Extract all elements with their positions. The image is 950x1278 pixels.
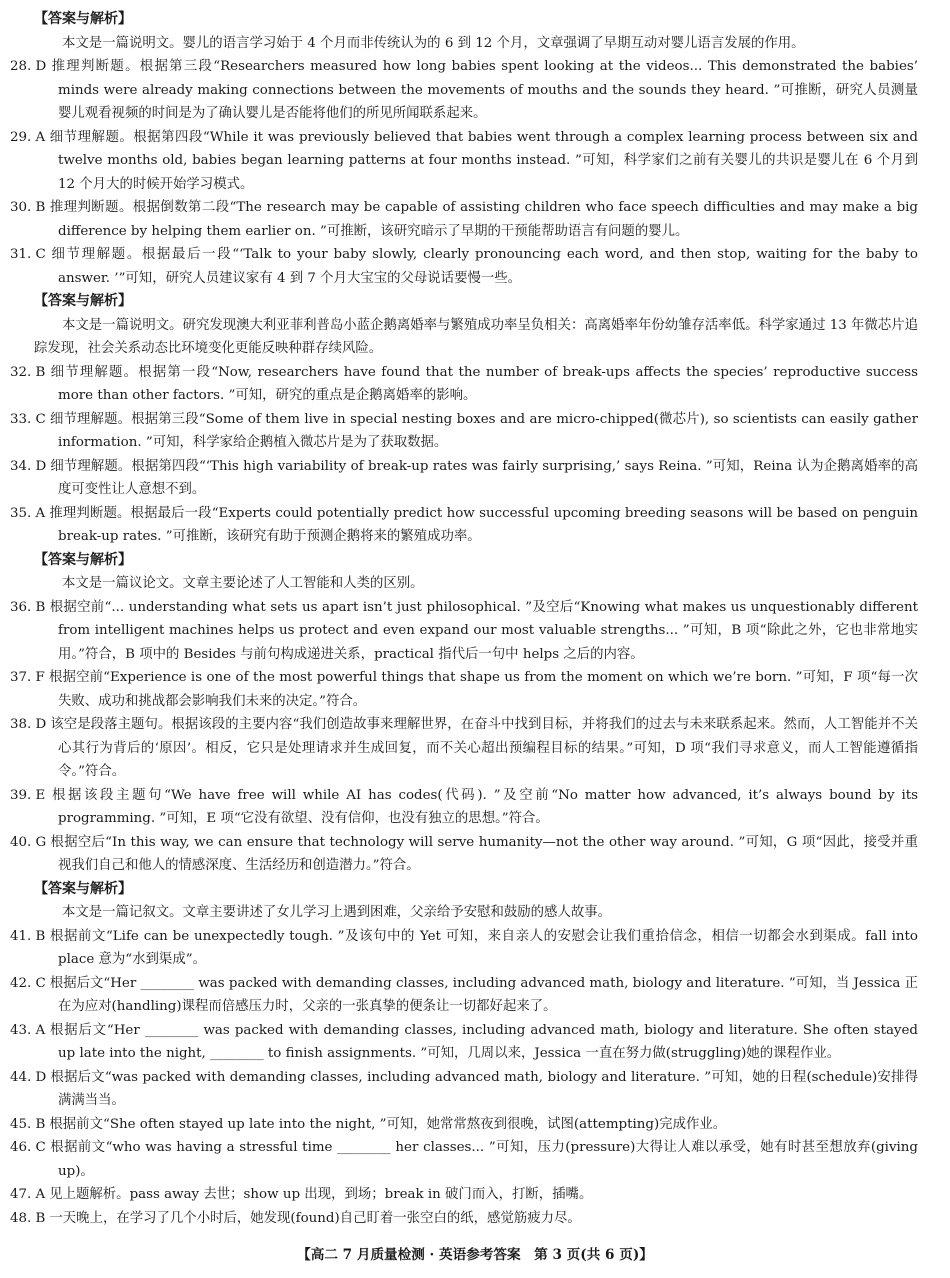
answer-item [10,596,918,667]
answer-number: 28. D [10,59,47,74]
answer-number: 34. D [10,458,47,474]
answer-explanation: 根据后文“Her ________ was packed with demanding classes, including advanced math, biology and literature. ”可知，当 Jessica 正在为应对(handling)课程而倍感压力时，父亲的一张真挚的便条让一切都好起来了。 [49,975,918,1014]
answer-number: 40. G [10,834,47,850]
answer-number: 48. B [10,1210,46,1226]
answer-explanation: 根据空后“In this way, we can ensure that technology will serve humanity—not the other way around. ”可知，G 项“因此，接受并重视我们自己和他人的情感深度、生活经历和创造潜力。”符合。 [50,834,918,873]
answer-item [10,925,918,972]
answer-item [10,1207,918,1231]
answer-explanation: 根据空前“Experience is one of the most powerful things that shape us from the moment on which we’re born. ”可知，F 项“每一次失败、成功和挑战都会影响我们未来的决定。”符合。 [48,670,918,709]
answer-item [10,1066,918,1113]
answer-number: 36. B [10,599,46,615]
answer-explanation: 根据前文“Life can be unexpectedly tough. ”及该句中的 Yet 可知，来自亲人的安慰会让我们重拾信念，相信一切都会水到渠成。fall into place 意为“水到渠成”。 [49,928,918,967]
section-intro: 本文是一篇说明文。婴儿的语言学习始于 4 个月而非传统认为的 6 到 12 个月，文章强调了早期互动对婴儿语言发展的作用。 [62,35,805,51]
answer-explanation: 细节理解题。根据第四段“While it was previously believed that babies went through a complex learning process between six and twelve months old, babies began learning patterns at four months instead. ”可知，科学家们之前有关婴儿的共识是婴儿在 6 个月到 12 个月大的时候开始学习模式。 [49,129,918,192]
section-header: 【答案与解析】 [34,11,132,27]
answer-explanation: 一天晚上，在学习了几个小时后，她发现(found)自己盯着一张空白的纸，感觉筋疲力尽。 [49,1210,581,1226]
answer-number: 29. A [10,129,46,145]
answer-number: 32. B [10,364,46,380]
answer-content [10,8,918,1230]
answer-item [10,455,918,502]
section-header: 【答案与解析】 [34,293,132,309]
answer-item [10,408,918,455]
answer-number: 38. D [10,717,47,732]
answer-number: 42. C [10,975,46,991]
answer-number: 45. B [10,1116,46,1132]
answer-item [10,972,918,1019]
answer-explanation: 细节理解题。根据最后一段“‘Talk to your baby slowly, clearly pronouncing each word, and then stop, waiting for the baby to answer. ’”可知，研究人员建议家有 4 到 7 个月大宝宝的父母说话要慢一些。 [49,247,918,286]
answer-explanation: 根据空前“... understanding what sets us apart isn’t just philosophical. ”及空后“Knowing what makes us unquestionably different from intelligent machines helps us protect and even expand our most valuable strengths... ”可知，B 项“除此之外，它也非常地实用。”符合，B 项中的 Besides 与前句构成递进关系，practical 指代后一句中 helps 之后的内容。 [49,599,918,662]
answer-number: 43. A [10,1022,46,1038]
answer-number: 44. D [10,1069,47,1085]
answer-number: 37. F [10,670,45,685]
answer-explanation: 细节理解题。根据第三段“Some of them live in special nesting boxes and are micro-chipped(微芯片), so scientists can easily gather information. ”可知，科学家给企鹅植入微芯片是为了获取数据。 [49,411,918,450]
answer-item [10,831,918,878]
answer-explanation: 推理判断题。根据倒数第二段“The research may be capable of assisting children who face speech difficulties and may make a big difference by helping them earlier on. ”可推断，该研究暗示了早期的干预能帮助语言有问题的婴儿。 [49,200,918,239]
answer-number: 46. C [10,1140,46,1155]
answer-item [10,1113,918,1137]
answer-number: 47. A [10,1187,46,1202]
answer-explanation: 根据前文“who was having a stressful time ________ her classes... ”可知，压力(pressure)大得让人难以承受，她有时甚至想放弃(giving up)。 [49,1140,918,1179]
answer-item [10,713,918,784]
answer-item [10,196,918,243]
answer-explanation: 见上题解析。pass away 去世；show up 出现，到场；break in 破门而入，打断，插嘴。 [49,1187,593,1202]
answer-item [10,666,918,713]
answer-explanation: 细节理解题。根据第一段“Now, researchers have found that the number of break-ups affects the species’ reproductive success more than other factors. ”可知，研究的重点是企鹅离婚率的影响。 [49,364,918,403]
answer-item [10,1019,918,1066]
answer-item [10,502,918,549]
answer-explanation: 推理判断题。根据第三段“Researchers measured how long babies spent looking at the videos... This demonstrated the babies’ minds were already making connections between the movements of mouths and the sounds they heard. ”可推断，研究人员测量婴儿观看视频的时间是为了确认婴儿是否能将他们的所见所闻联系起来。 [50,59,918,121]
answer-explanation: 根据该段主题句“We have free will while AI has codes(代码). ”及空前“No matter how advanced, it’s always bound by its programming. ”可知，E 项“它没有欲望、没有信仰，也没有独立的思想。”符合。 [49,787,918,826]
answer-explanation: 该空是段落主题句。根据该段的主要内容“我们创造故事来理解世界，在奋斗中找到目标，并将我们的过去与未来联系起来。然而，人工智能并不关心其行为背后的‘原因’。相反，它只是处理请求并生成回复，而不关心超出预编程目标的结果。”可知，D 项“我们寻求意义，而人工智能遵循指令。”符合。 [50,717,918,779]
answer-number: 33. C [10,411,46,427]
answer-number: 30. B [10,200,46,215]
section-intro: 本文是一篇记叙文。文章主要讲述了女儿学习上遇到困难，父亲给予安慰和鼓励的感人故事。 [62,905,612,920]
answer-explanation: 推理判断题。根据最后一段“Experts could potentially predict how successful upcoming breeding seasons will be based on penguin break-up rates. ”可推断，该研究有助于预测企鹅将来的繁殖成功率。 [49,505,918,544]
answer-item [10,1136,918,1183]
answer-item [10,1183,918,1207]
page-footer: 【高二 7 月质量检测 · 英语参考答案 第 3 页(共 6 页)】 [297,1247,653,1263]
answer-item [10,784,918,831]
section-intro: 本文是一篇说明文。研究发现澳大利亚菲利普岛小蓝企鹅离婚率与繁殖成功率呈负相关：高离婚率年份幼雏存活率低。科学家通过 13 年微芯片追踪发现，社会关系动态比环境变化更能反映种群存续风险。 [34,317,918,356]
answer-explanation: 根据前文“She often stayed up late into the night, ”可知，她常常熬夜到很晚，试图(attempting)完成作业。 [49,1116,727,1132]
answer-explanation: 细节理解题。根据第四段“‘This high variability of break-up rates was fairly surprising,’ says Reina. ”可知，Reina 认为企鹅离婚率的高度可变性让人意想不到。 [50,458,918,497]
section-intro: 本文是一篇议论文。文章主要论述了人工智能和人类的区别。 [62,576,424,591]
answer-explanation: 根据后文“was packed with demanding classes, including advanced math, biology and literature. ”可知，她的日程(schedule)安排得满满当当。 [50,1069,918,1108]
answer-number: 31. C [10,247,46,262]
answer-explanation: 根据后文“Her ________ was packed with demanding classes, including advanced math, biology and literature. She often stayed up late into the night, ________ to finish assignments. ”可知，几周以来，Jessica 一直在努力做(struggling)她的课程作业。 [49,1022,918,1061]
section-header: 【答案与解析】 [34,551,132,568]
answer-item [10,55,918,126]
answer-number: 35. A [10,505,46,521]
section-header: 【答案与解析】 [34,880,132,897]
answer-number: 39. E [10,787,46,803]
answer-item [10,126,918,197]
answer-number: 41. B [10,928,46,944]
answer-item [10,361,918,408]
answer-item [10,243,918,290]
